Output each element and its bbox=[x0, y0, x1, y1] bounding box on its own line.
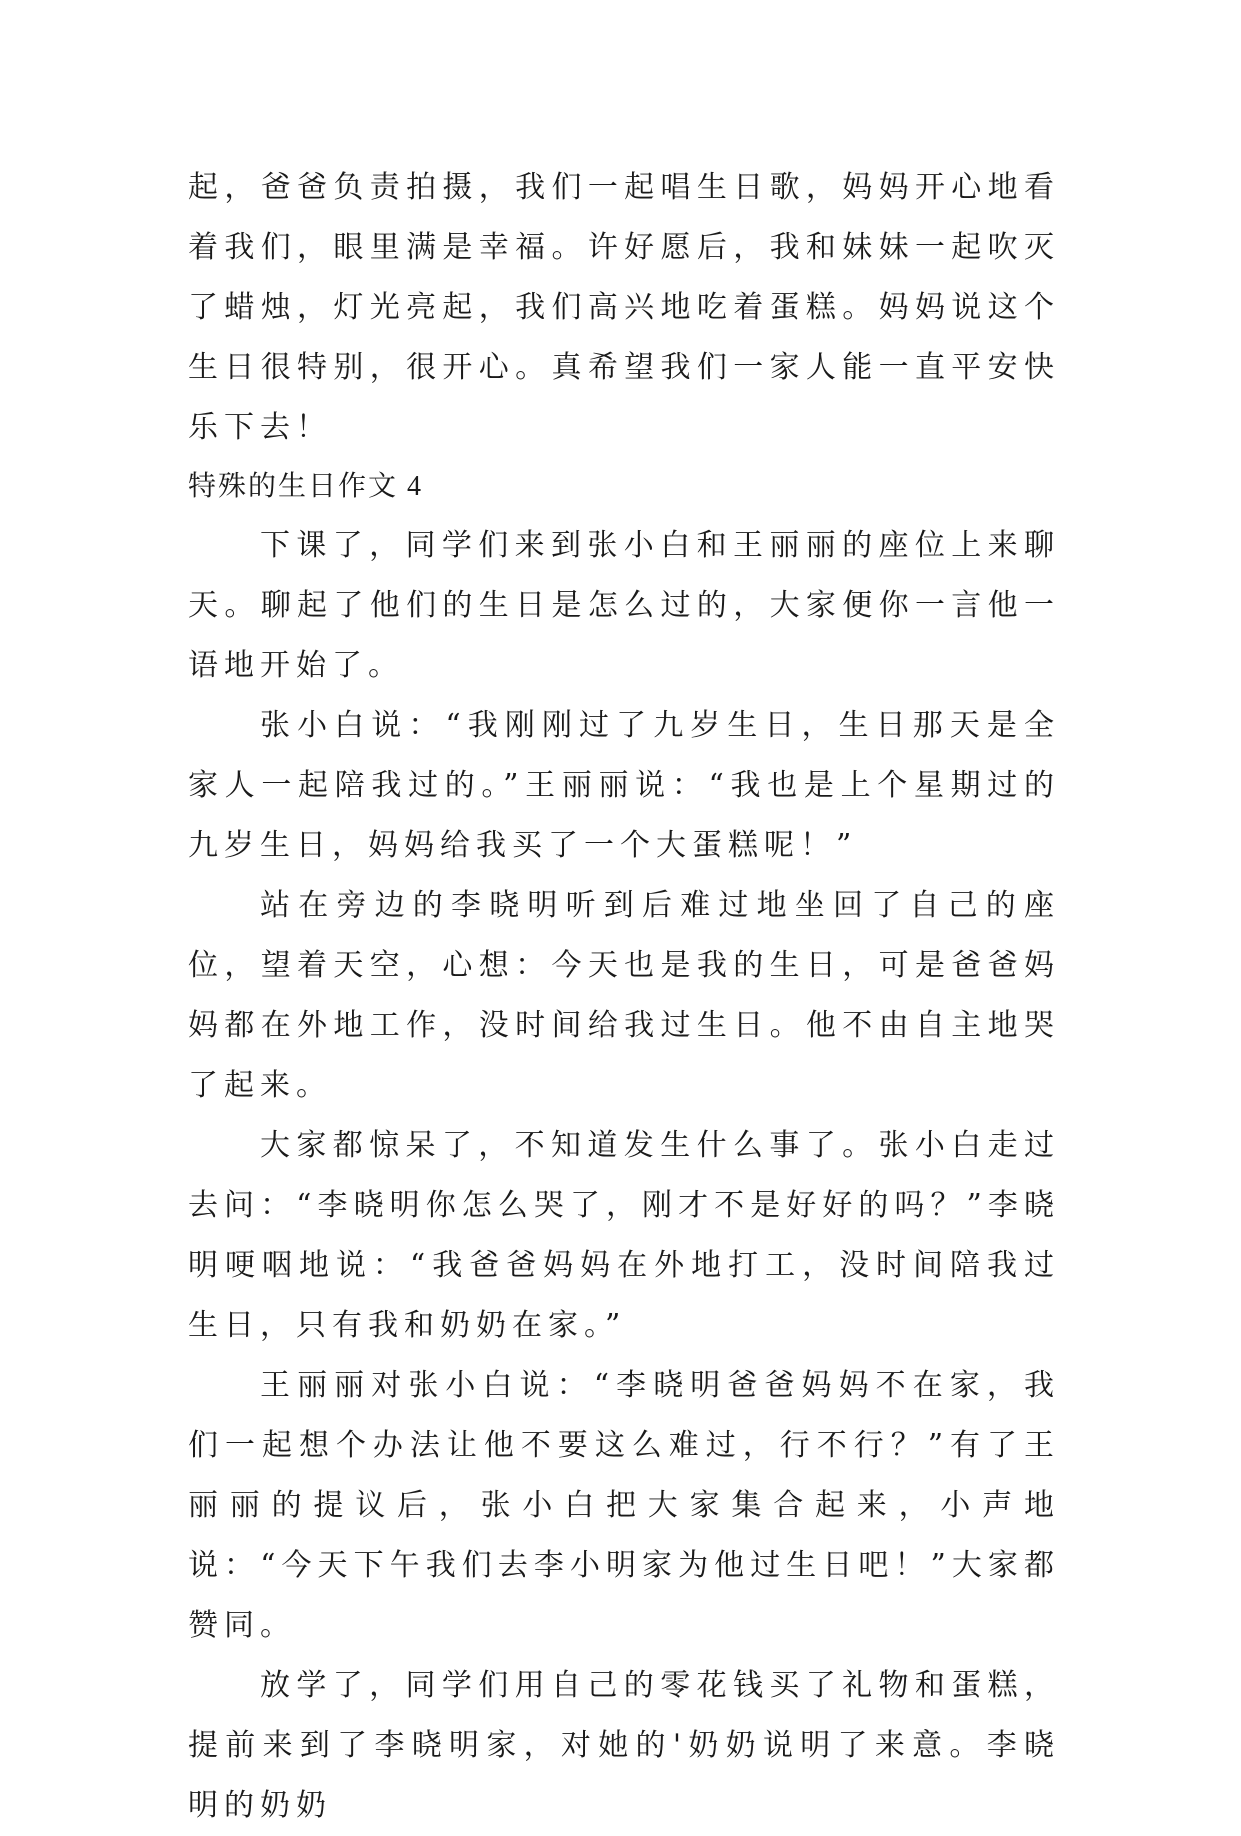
paragraph-2: 张小白说：“我刚刚过了九岁生日，生日那天是全家人一起陪我过的。”王丽丽说：“我也是上个星期过的九岁生日，妈妈给我买了一个大蛋糕呢！” bbox=[188, 708, 1060, 863]
paragraph-1: 下课了，同学们来到张小白和王丽丽的座位上来聊天。聊起了他们的生日是怎么过的，大家便你一言他一语地开始了。 bbox=[188, 528, 1060, 683]
paragraph-4: 大家都惊呆了，不知道发生什么事了。张小白走过去问：“李晓明你怎么哭了，刚才不是好好的吗？”李晓明哽咽地说：“我爸爸妈妈在外地打工，没时间陪我过生日，只有我和奶奶在家。” bbox=[188, 1128, 1060, 1343]
paragraph-6: 放学了，同学们用自己的零花钱买了礼物和蛋糕，提前来到了李晓明家，对她的'奶奶说明了来意。李晓明的奶奶 bbox=[188, 1668, 1060, 1823]
paragraph-5: 王丽丽对张小白说：“李晓明爸爸妈妈不在家，我们一起想个办法让他不要这么难过，行不行？”有了王丽丽的提议后，张小白把大家集合起来，小声地说：“今天下午我们去李小明家为他过生日吧！”大家都赞同。 bbox=[188, 1368, 1060, 1643]
intro-paragraph: 起，爸爸负责拍摄，我们一起唱生日歌，妈妈开心地看着我们，眼里满是幸福。许好愿后，我和妹妹一起吹灭了蜡烛，灯光亮起，我们高兴地吃着蛋糕。妈妈说这个生日很特别，很开心。真希望我们一家人能一直平安快乐下去！ bbox=[188, 170, 1060, 445]
section-title: 特殊的生日作文 4 bbox=[188, 471, 424, 502]
document-body bbox=[188, 158, 1060, 1836]
paragraph-3: 站在旁边的李晓明听到后难过地坐回了自己的座位，望着天空，心想：今天也是我的生日，可是爸爸妈妈都在外地工作，没时间给我过生日。他不由自主地哭了起来。 bbox=[188, 888, 1060, 1103]
